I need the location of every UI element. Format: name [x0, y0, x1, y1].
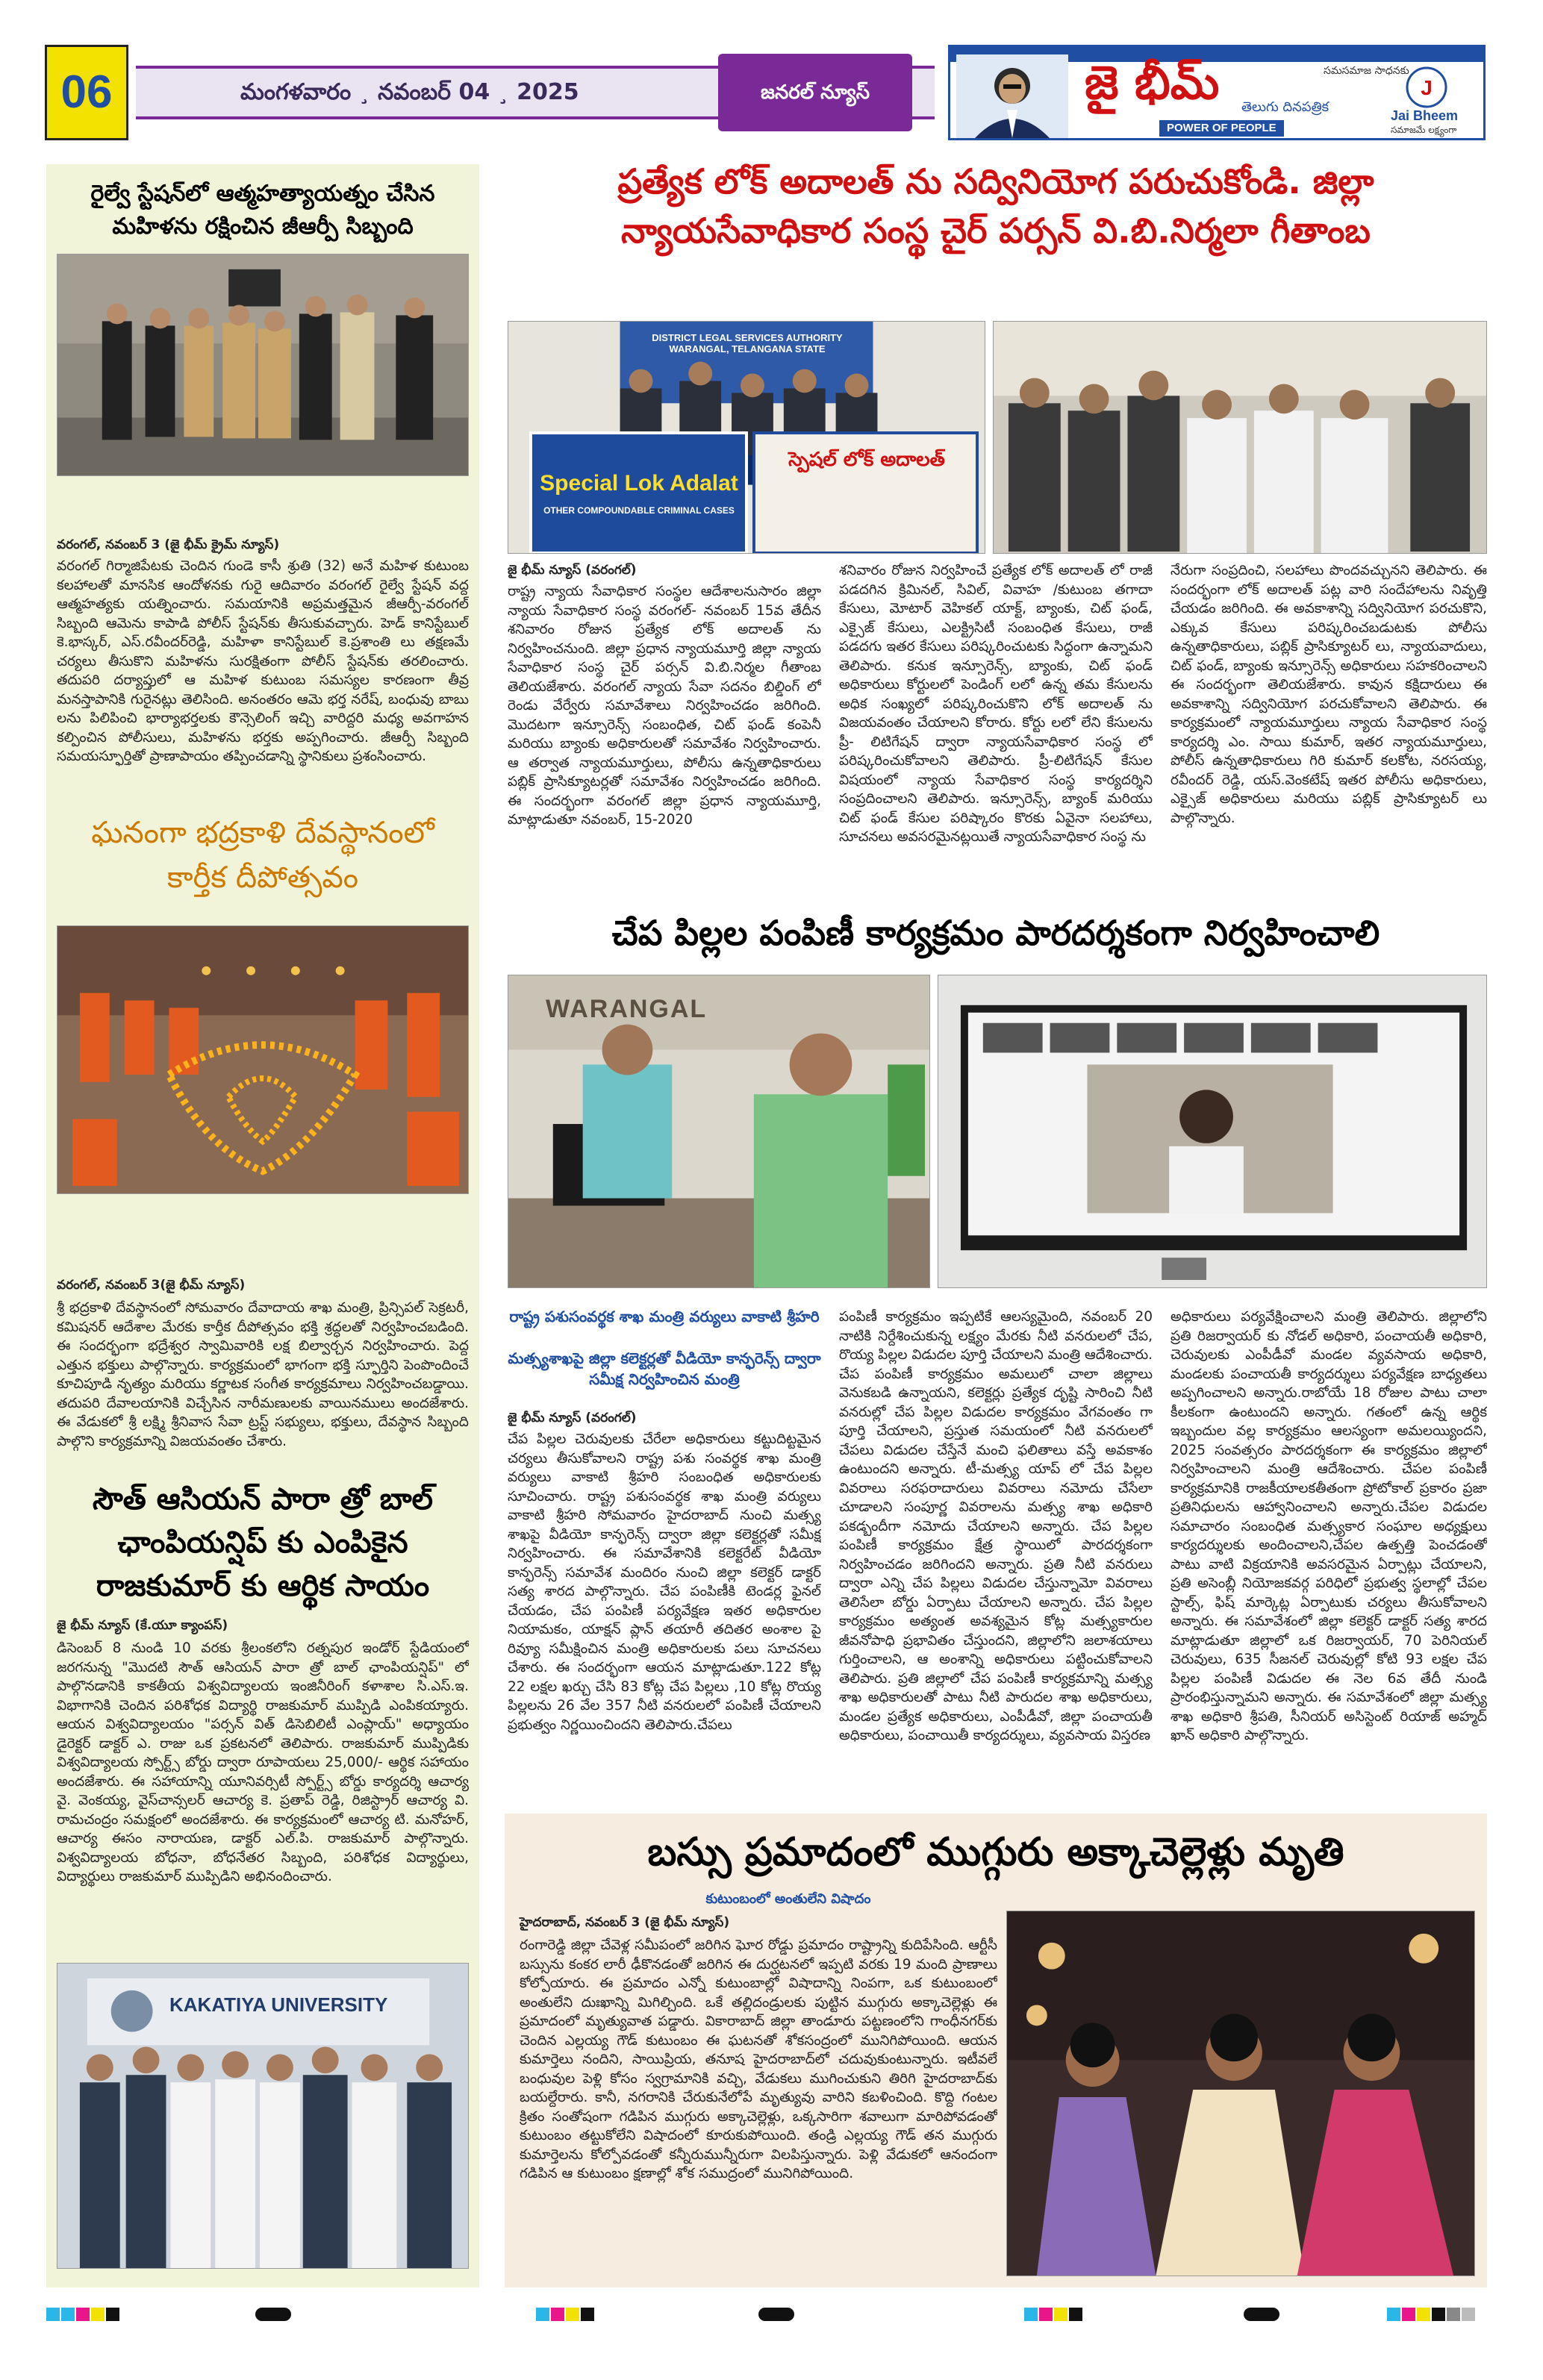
railway-body: వరంగల్ గిర్మాజిపేటకు చెందిన గుండె కాసీ శ్రుతి (32) అనే మహిళ కుటుంబ కలహాలతో మానసిక ఆందోళనకు గురై ఆదివారం వరంగల్ రైల్వే స్టేషన్ వద్ద ఆత్మహత్యకు యత్నించారు. సమయానికి అప్రమత్తమైన జీఆర్పీ-వరంగల్ సిబ్బంది ఆమెను కాపాడి పోలీస్ స్టేషన్‌కు తీసుకువచ్చారు. హెడ్ కానిస్టేబుల్ కె.భాస్కర్, ఎస్.రవీందర్‌రెడ్డి, మహిళా కానిస్టేబుల్ కె.ప్రశాంతి లు తక్షణమే చర్యలు తీసుకొని మహిళను సురక్షితంగా పోలీస్ స్టేషన్‌కు తరలించారు. తదుపరి దర్యాప్తులో ఆ మహిళ కుటుంబ సమస్యల కారణంగా తీవ్ర మనస్తాపానికి గురైనట్లు తెలిసింది. అనంతరం ఆమె భర్త నరేష్, బంధువు బాబు లను పిలిపించి భార్యాభర్తలకు కౌన్సెలింగ్ ఇచ్చి వారిద్దరి మధ్య అవగాహన కల్పించిన పోలీసులు, మహిళను భర్తకు అప్పగించారు. జీఆర్పీ సిబ్బంది సమయస్ఫూర్తితో ప్రాణాపాయం తప్పించడాన్ని స్థానికులు ప్రశంసించారు. [57, 558, 469, 764]
fish-photo-video-conference [938, 975, 1487, 1288]
registration-mark-4 [1387, 2308, 1491, 2323]
throwball-headline: సౌత్ ఆసియన్ పారా త్రో బాల్ ఛాంపియన్షిప్ కు ఎంపికైన రాజకుమార్ కు ఆర్థిక సాయం [92, 1482, 434, 1603]
lok-adalat-photo-banner: DISTRICT LEGAL SERVICES AUTHORITY WARANGAL, TELANGANA STATE [652, 332, 843, 354]
registration-pill-2 [758, 2308, 794, 2321]
fish-photo-collector [508, 975, 930, 1288]
registration-mark-2 [536, 2308, 626, 2323]
section-tab [718, 54, 912, 131]
registration-pill-1 [255, 2308, 291, 2321]
lok-adalat-flex-left: Special Lok Adalat [540, 471, 738, 496]
brand-tagline-right: సమాజమే లక్ష్యంగా [1391, 125, 1457, 135]
svg-text:J: J [1421, 76, 1433, 99]
lok-adalat-col3: నేరుగా సంప్రదించి, సలహాలు పొందవచ్చునని తెలిపారు. ఈ సందర్భంగా లోక్ అదాలత్ పట్ల వారి సందేహాలను నివృత్తి చేయడం జరిగింది. ఈ అవకాశాన్ని సద్వినియోగ పరచుకొని, ఎక్కువ కేసులు పరిష్కరించబడుటకు పోలీసు ఉన్నతాధికారులు, పబ్లిక్ ప్రాసిక్యూటర్ లు, న్యాయవాదులు, చిట్ ఫండ్, బ్యాంకు ఇన్సూరెన్స్ అధికారులు సహకరించాలని ఈ సందర్భంగా తెలియజేశారు. కావున కక్షిదారులు ఈ అవకాశాన్ని సద్వినియోగ పరచుకోవాలని తెలిపారు. ఈ కార్యక్రమంలో న్యాయమూర్తులు న్యాయ సేవాధికార సంస్థ కార్యదర్శి ఎం. సాయి కుమార్, ఇతర న్యాయమూర్తులు, పోలీస్ ఉన్నతాధికారులు గిరి కుమార్ కలకోట, నరసయ్య, రవీందర్ రెడ్డి, యస్.వెంకటేష్ ఇతర పోలీసు అధికారులు, ఎక్సైజ్ అధికారులు మరియు పబ్లిక్ ప్రాసిక్యూటర్ లు పాల్గొన్నారు. [1171, 563, 1487, 826]
masthead [45, 45, 1486, 140]
registration-mark-3 [1024, 2308, 1114, 2323]
fish-col1: చేప పిల్లల చెరువులకు చేరేలా అధికారులు కట్టుదిట్టమైన చర్యలు తీసుకోవాలని రాష్ట్ర పశు సంవర్థక శాఖ మంత్రి వర్యులు వాకాటి శ్రీహరి సంబంధిత అధికారులకు సూచించారు. రాష్ట్ర పశుసంవర్థక శాఖ మంత్రి వర్యులు వాకాటి శ్రీహరి సోమవారం హైదరాబాద్ నుంచి మత్స్య శాఖపై వీడియో కాన్ఫరెన్స్ ద్వారా జిల్లా కలెక్టర్లతో సమీక్ష నిర్వహించారు. ఈ సమావేశానికి కలెక్టరేట్ వీడియో కాన్ఫరెన్స్ సమావేశ మందిరం నుంచి జిల్లా కలెక్టర్ డాక్టర్ సత్య శారద పాల్గొన్నారు. చేప పంపిణీకి టెండర్ల ఫైనల్ చేయడం, చేప పంపిణీ పర్యవేక్షణ ఇతర అధికారుల నియామకం, యాక్షన్ ప్లాన్ తయారీ తదితర అంశాల పై రివ్యూ సమీక్షించిన మంత్రి అధికారులకు పలు సూచనలు చేశారు. ఈ సందర్భంగా ఆయన మాట్లాడుతూ.122 కోట్ల 22 లక్షల ఖర్చు చేసి 83 కోట్ల చేప పిల్లలు ,10 కోట్ల రొయ్య పిల్లలను 26 వేల 357 నీటి వనరులలో పంపిణీ చేయాలని ప్రభుత్వం నిర్ణయించిందని తెలిపారు.చేపలు [508, 1431, 821, 1733]
brand-strap: POWER OF PEOPLE [1159, 120, 1284, 137]
bus-byline: హైదరాబాద్, నవంబర్ 3 (జై భీమ్ న్యూస్) [520, 1915, 730, 1930]
page-number-badge [45, 45, 128, 140]
fish-headline: చేప పిల్లల పంపిణీ కార్యక్రమం పారదర్శకంగా నిర్వహించాలి [611, 913, 1380, 953]
bus-story-box [505, 1814, 1487, 2287]
fish-kicker-2: మత్స్యశాఖపై జిల్లా కలెక్టర్లతో వీడియో కాన్ఫరెన్స్ ద్వారా సమీక్ష నిర్వహించిన మంత్రి [508, 1349, 821, 1388]
deepotsavam-body: శ్రీ భద్రకాళి దేవస్థానంలో సోమవారం దేవాదాయ శాఖ మంత్రి, ప్రిన్సిపల్ సెక్రటరీ, కమిషనర్ ఆదేశాల మేరకు కార్తీక దీపోత్సవం భక్తి శ్రద్ధలతో నిర్వహించబడింది. ఈ సందర్భంగా భద్రేశ్వర స్వామివారికి లక్ష బిల్వార్చన నిర్వహించారు. పెద్ద ఎత్తున భక్తులు పాల్గొన్నారు. కార్యక్రమంలో భాగంగా భక్తి స్ఫూర్తిని పెంపొందించే కూచిపూడి నృత్యం మరియు కర్ణాటక సంగీత కార్యక్రమాలు నిర్వహించబడ్డాయి. తదుపరి దేవాలయానికి విచ్చేసిన నారీమణులకు వాయినములు అందజేశారు. ఈ వేడుకలో శ్రీ లక్ష్మి శ్రీనివాస సేవా ట్రస్ట్ సభ్యులు, భక్తులు, దేవస్థాన సిబ్బంది పాల్గొని కార్యక్రమాన్ని విజయవంతం చేశారు. [57, 1300, 469, 1449]
date-line: మంగళవారం ¸ నవంబర్ 04 ¸ 2025 [240, 79, 579, 105]
brand-box [948, 45, 1486, 140]
lok-adalat-photo-audience [993, 321, 1487, 554]
lok-adalat-col1: రాష్ట్ర న్యాయ సేవాధికార సంస్థల ఆదేశాలనుసారం జిల్లా న్యాయ సేవాధికార సంస్థ వరంగల్- నవంబర్ 15వ తేదీన శనివారం రోజున ప్రత్యేక లోక్ అదాలత్ ను నిర్వహించనుంది. జిల్లా ప్రధాన న్యాయమూర్తి జిల్లా న్యాయ సేవాధికార సంస్థ చైర్ పర్సన్ వి.బి.నిర్మల గీతాంబ తెలియజేశారు. వరంగల్ న్యాయ సేవా సదనం బిల్డింగ్ లో రెండు వేర్వేరు సమావేశాలు నిర్వహించడం జరిగింది. మొదటగా ఇన్సూరెన్స్ సంబంధిత, చిట్ ఫండ్ కంపెనీ మరియు బ్యాంకు అధికారులతో సమావేశం నిర్వహించారు. ఆ తర్వాత న్యాయమూర్తులు, పోలీసు ఉన్నతాధికారులు పబ్లిక్ ప్రాసిక్యూటర్లతో సమావేశం నిర్వహించడం జరిగింది. ఈ సందర్భంగా వరంగల్ జిల్లా ప్రధాన న్యాయమూర్తి, మాట్లాడుతూ నవంబర్, 15-2020 [508, 584, 821, 828]
throwball-byline: జై భీమ్ న్యూస్ (కే.యూ క్యాంపస్) [57, 1618, 228, 1633]
ambedkar-portrait-icon [956, 54, 1068, 138]
bus-body: రంగారెడ్డి జిల్లా చేవెళ్ల సమీపంలో జరిగిన ఘోర రోడ్డు ప్రమాదం రాష్ట్రాన్ని కుదిపేసింది. ఆర్టీసీ బస్సును కంకర లారీ ఢీకొనడంతో జరిగిన ఈ దుర్ఘటనలో ఇప్పటి వరకు 19 మంది ప్రాణాలు కోల్పోయారు. ఈ ప్రమాదం ఎన్నో కుటుంబాల్లో విషాదాన్ని నింపగా, ఒక కుటుంబంలో అంతులేని దుఃఖాన్ని మిగిల్చింది. ఒకే తల్లిదండ్రులకు పుట్టిన ముగ్గురు అక్కాచెల్లెళ్లు ఈ ప్రమాదంలో మృత్యువాత పడ్డారు. వికారాబాద్ జిల్లా తాండూరు పట్టణంలోని గాంధీనగర్‌కు చెందిన ఎల్లయ్య గౌడ్ కుటుంబం ఈ ఘటనతో శోకసంద్రంలో మునిగిపోయింది. ఆయన కుమార్తెలు నందిని, సాయిప్రియ, తనూష హైదరాబాద్‌లో చదువుకుంటున్నారు. ఇటీవలే బంధువుల పెళ్లి కోసం స్వగ్రామానికి వచ్చి, వేడుకలు ముగించుకుని తిరిగి హైదరాబాద్‌కు బయల్దేరారు. కానీ, నగరానికి చేరుకునేలోపే మృత్యువు వారిని కబళించింది. కొద్ది గంటల క్రితం సంతోషంగా గడిపిన ముగ్గురు అక్కాచెల్లెళ్లు, ఒక్కసారిగా శవాలుగా మారిపోవడంతో కుటుంబం తట్టుకోలేని విషాదంలో కూరుకుపోయింది. తండ్రి ఎల్లయ్య గౌడ్ తన ముగ్గురు కుమార్తెలను కోల్పోవడంతో కన్నీరుమున్నీరుగా విలపిస్తున్నారు. పెళ్లి వేడుకలో ఆనందంగా గడిపిన ఆ కుటుంబం క్షణాల్లో శోక సముద్రంలో మునిగిపోయింది. [520, 1937, 997, 2181]
lok-adalat-headline: ప్రత్యేక లోక్ అదాలత్ ను సద్వినియోగ పరుచుకోండి. జిల్లా న్యాయసేవాధికార సంస్థ చైర్ పర్సన్ వి.బి.నిర్మలా గీతాంబ [617, 161, 1374, 251]
railway-headline: రైల్వే స్టేషన్‌లో ఆత్మహత్యాయత్నం చేసిన మహిళను రక్షించిన జీఆర్పీ సిబ్బంది [90, 181, 435, 240]
bus-headline: బస్సు ప్రమాదంలో ముగ్గురు అక్కాచెల్లెళ్లు మృతి [647, 1830, 1344, 1875]
brand-tagline-top: సమసమాజ సాధనకు [1324, 65, 1409, 77]
throwball-photo [57, 1963, 469, 2269]
fish-kicker-1: రాష్ట్ర పశుసంవర్థక శాఖ మంత్రి వర్యులు వాకాటి శ్రీహరి [509, 1308, 820, 1325]
deepotsavam-byline: వరంగల్, నవంబర్ 3(జై భీమ్ న్యూస్) [57, 1278, 246, 1293]
jai-bheem-emblem-icon [1406, 66, 1447, 108]
left-sidebar [46, 164, 479, 2287]
brand-name: జై భీమ్ [1085, 55, 1220, 110]
page-number: 06 [60, 66, 113, 118]
railway-byline: వరంగల్, నవంబర్ 3 (జై భీమ్ క్రైమ్ న్యూస్) [57, 537, 280, 552]
brand-english: Jai Bheem [1391, 108, 1459, 123]
fish-byline: జై భీమ్ న్యూస్ (వరంగల్) [508, 1411, 637, 1425]
lok-adalat-flex-left-sub: OTHER COMPOUNDABLE CRIMINAL CASES [543, 505, 735, 516]
bus-photo-sisters [1006, 1911, 1475, 2276]
registration-pill-3 [1244, 2308, 1279, 2321]
lok-adalat-flex-right: స్పెషల్ లోక్ అదాలత్ [788, 449, 945, 471]
kakatiya-banner: KAKATIYA UNIVERSITY [169, 1993, 388, 2016]
registration-mark-icon [46, 2308, 151, 2323]
fish-photo-sign: WARANGAL [546, 995, 708, 1023]
brand-subtitle: తెలుగు దినపత్రిక [1241, 99, 1330, 115]
deepotsavam-photo [57, 925, 469, 1194]
lok-adalat-byline: జై భీమ్ న్యూస్ (వరంగల్) [508, 563, 637, 578]
section-label: జనరల్ న్యూస్ [761, 81, 870, 104]
bus-kicker: కుటుంబంలో అంతులేని విషాదం [705, 1891, 871, 1907]
fish-col3: అధికారులు పర్యవేక్షించాలని మంత్రి తెలిపారు. జిల్లాలోని ప్రతి రిజర్వాయర్ కు నోడల్ అధికారి, పంచాయతీ అధికారి, చెరువులకు ఎంపీడీవో మండల వ్యవసాయ అధికారి, మండలకు పంచాయతీ కార్యదర్శులు పర్యవేక్షణ బాధ్యతలు అప్పగించాలని అన్నారు.రాబోయే 18 రోజుల పాటు చాలా కీలకంగా ఉంటుందని అన్నారు. గతంలో ఉన్న ఆర్థిక ఇబ్బందుల వల్ల కార్యక్రమం ఆలస్యంగా అమలయ్యిందని, 2025 సంవత్సరం పారదర్శకంగా ఈ కార్యక్రమం జిల్లాలో నిర్వహించాలని మంత్రి ఆదేశించారు. చేపల పంపిణీ కార్యక్రమానికి రాజకీయాలకతీతంగా ప్రోటోకాల్ ప్రకారం ప్రజా ప్రతినిధులను ఆహ్వానించాలని అన్నారు.చేపల విడుదల సమాచారం సంబంధిత మత్స్యకార సంఘాల అధ్యక్షులు కార్యదర్శులకు అందించాలని,చేపల ఉత్పత్తి పెంచడంతో పాటు వాటి విక్రయానికి అవసరమైన ఏర్పాట్లు చేయాలని, ప్రతి అసెంబ్లీ నియోజకవర్గ పరిధిలో ప్రభుత్వ స్థలాల్లో చేపల స్టాల్స్, ఫిష్ మార్కెట్ల ఏర్పాటుకు చర్యలు తీసుకోవాలని అన్నారు. ఈ సమావేశంలో జిల్లా కలెక్టర్ డాక్టర్ సత్య శారద మాట్లాడుతూ జిల్లాలో ఒక రిజర్వాయర్, 70 పెరినియల్ చెరువులు, 635 సీజనల్ చెరువుల్లో కోటి 93 లక్షల చేప పిల్లల పంపిణీ విడుదల ఈ నెల 6వ తేదీ నుండి ప్రారంభిస్తున్నామని అన్నారు. ఈ సమావేశంలో జిల్లా మత్స్య శాఖ అధికారి శ్రీపతి, సీనియర్ అసిస్టెంట్ రియాజ్ అహ్మద్ ఖాన్ అధికారి పాల్గొన్నారు. [1171, 1309, 1487, 1743]
lok-adalat-photo-dais [508, 321, 985, 554]
deepotsavam-headline: ఘనంగా భద్రకాళి దేవస్థానంలో కార్తీక దీపోత్సవం [91, 816, 434, 895]
fish-col2: పంపిణీ కార్యక్రమం ఇప్పటికే ఆలస్యమైంది, నవంబర్ 20 నాటికి నిర్దేశించుకున్న లక్ష్యం మేరకు నీటి వనరులలో చేప, రొయ్య పిల్లల విడుదల పూర్తి చేయాలని మంత్రి ఆదేశించారు. చేప పంపిణీ కార్యక్రమం అమలులో చాలా జిల్లాలు వెనుకబడి ఉన్నాయని, కలెక్టర్లు ప్రత్యేక దృష్టి సారించి నీటి వనరుల్లో చేప పిల్లల విడుదల కార్యక్రమం వేగవంతం గా పూర్తి చేయాలని, ప్రస్తుత సమయంలో నీటి వనరులలో చేపలు విడుదల చేస్తేనే మంచి ఫలితాలు వస్తే అవకాశం ఉంటుందని అన్నారు. టీ-మత్స్య యాప్ లో చేప పిల్లల వివరాలు సరఫరాదారులు వివరాలు నమోదు చేసేలా చూడాలని సంపూర్ణ వివరాలను మత్స్య శాఖ అధికారి పకడ్బందీగా నమోదు చేయాలని అన్నారు. చేప పిల్లల పంపిణీ కార్యక్రమం క్షేత్ర స్థాయిలో పారదర్శకంగా నిర్వహించడం జరిగిందని అన్నారు. ప్రతి నీటి వనరులు ద్వారా ఎన్ని చేప పిల్లలు విడుదల చేస్తున్నామో వివరాలు తెలిసేలా బోర్డు ఏర్పాటు చేయాలని అన్నారు. చేప పిల్లల కార్యక్రమం అత్యంత అవశ్యమైన కోట్ల మత్స్యకారుల జీవనోపాధి ప్రభావితం చేస్తుందని, జిల్లాలోని జలాశయాలు గుర్తించాలని, ఆ అంశాన్ని అధికారులు పట్టించుకోవాలని తెలిపారు. ప్రతి జిల్లాలో చేప పంపిణీ కార్యక్రమాన్ని మత్స్య శాఖ అధికారులతో పాటు నీటి పారుదల శాఖ అధికారులు, మండల ప్రత్యేక అధికారులు, ఎంపీడీవో, జిల్లా పంచాయతీ అధికారులు, పంచాయితీ కార్యదర్శులు, వ్యవసాయ విస్తరణ [839, 1309, 1153, 1743]
lok-adalat-col2: శనివారం రోజున నిర్వహించే ప్రత్యేక లోక్ అదాలత్ లో రాజీ పడదగిన క్రిమినల్, సివిల్, వివాహ /కుటుంబ తగాదా కేసులు, మోటార్ వెహికల్ యాక్ట్, బ్యాంకు, చిట్ ఫండ్, ఎక్సైజ్ కేసులు, ఎలక్ట్రిసిటీ సంబంధిత కేసులు, రాజీ పడదగు ఇతర కేసులు పరిష్కరించుటకు సిద్ధంగా ఉన్నామని తెలిపారు. కనుక ఇన్సూరెన్స్, బ్యాంకు, చిట్ ఫండ్ అధికారులు కోర్టులలో పెండింగ్ లలో ఉన్న తమ కేసులను అధిక సంఖ్యలో పరిష్కరించుకొని లోక్ అదాలత్ ను విజయవంతం చేయాలని కోరారు. కోర్టు లలో లేని కేసులను ప్రీ- లిటిగేషన్ ద్వారా న్యాయసేవాధికార సంస్థ లో పరిష్కరించుకోవాలని తెలిపారు. ప్రీ-లిటిగేషన్ కేసుల విషయంలో న్యాయ సేవాధికార సంస్థ కార్యదర్శిని సంప్రదించాలని తెలిపారు. ఇన్సూరెన్స్, బ్యాంక్ మరియు చిట్ ఫండ్ కేసుల పరిష్కారం కొరకు ఏవైనా సలహాలు, సూచనలు అవసరమైనట్లయితే న్యాయసేవాధికార సంస్థ ను [839, 563, 1153, 845]
railway-photo [57, 254, 469, 476]
date-strip [136, 66, 935, 119]
throwball-body: డిసెంబర్ 8 నుండి 10 వరకు శ్రీలంకలోని రత్నపుర ఇండోర్ స్టేడియంలో జరగనున్న "మొదటి సౌత్ ఆసియన్ పారా త్రో బాల్ ఛాంపియన్షిప్" లో పాల్గొనడానికి కాకతీయ విశ్వవిద్యాలయ ఇంజినీరింగ్ కళాశాల సి.ఎస్.ఇ. విభాగానికి చెందిన పరిశోధక విద్యార్థి రాజకుమార్ ముప్పిడి ఎంపికయ్యారు. ఆయన విశ్వవిద్యాలయం "పర్సన్ విత్ డిసెబిలిటీ ఎంప్లాయ్" అధ్యాయం డైరెక్టర్ డాక్టర్ ఎ. రాజు ఒక ప్రకటనలో తెలిపారు. రాజకుమార్ ముప్పిడికు విశ్వవిద్యాలయ స్పోర్ట్స్ బోర్డు ద్వారా రూపాయలు 25,000/- ఆర్థిక సహాయం అందజేశారు. ఈ సహాయాన్ని యూనివర్సిటీ స్పోర్ట్స్ బోర్డు కార్యదర్శి ఆచార్య వై. వెంకయ్య, వైస్‌చాన్సలర్ ఆచార్య కె. ప్రతాప్ రెడ్డి, రిజిస్ట్రార్ ఆచార్య వి. రామచంద్రం సమక్షంలో అందజేశారు. ఈ కార్యక్రమంలో ఆచార్య టి. మనోహర్, ఆచార్య ఈసం నారాయణ, డాక్టర్ ఎల్.పి. రాజకుమార్ పాల్గొన్నారు. విశ్వవిద్యాలయ బోధనా, బోధనేతర సిబ్బంది, పరిశోధక విద్యార్థులు, విద్యార్థులు రాజకుమార్ ముప్పిడిని అభినందించారు. [57, 1640, 469, 1884]
